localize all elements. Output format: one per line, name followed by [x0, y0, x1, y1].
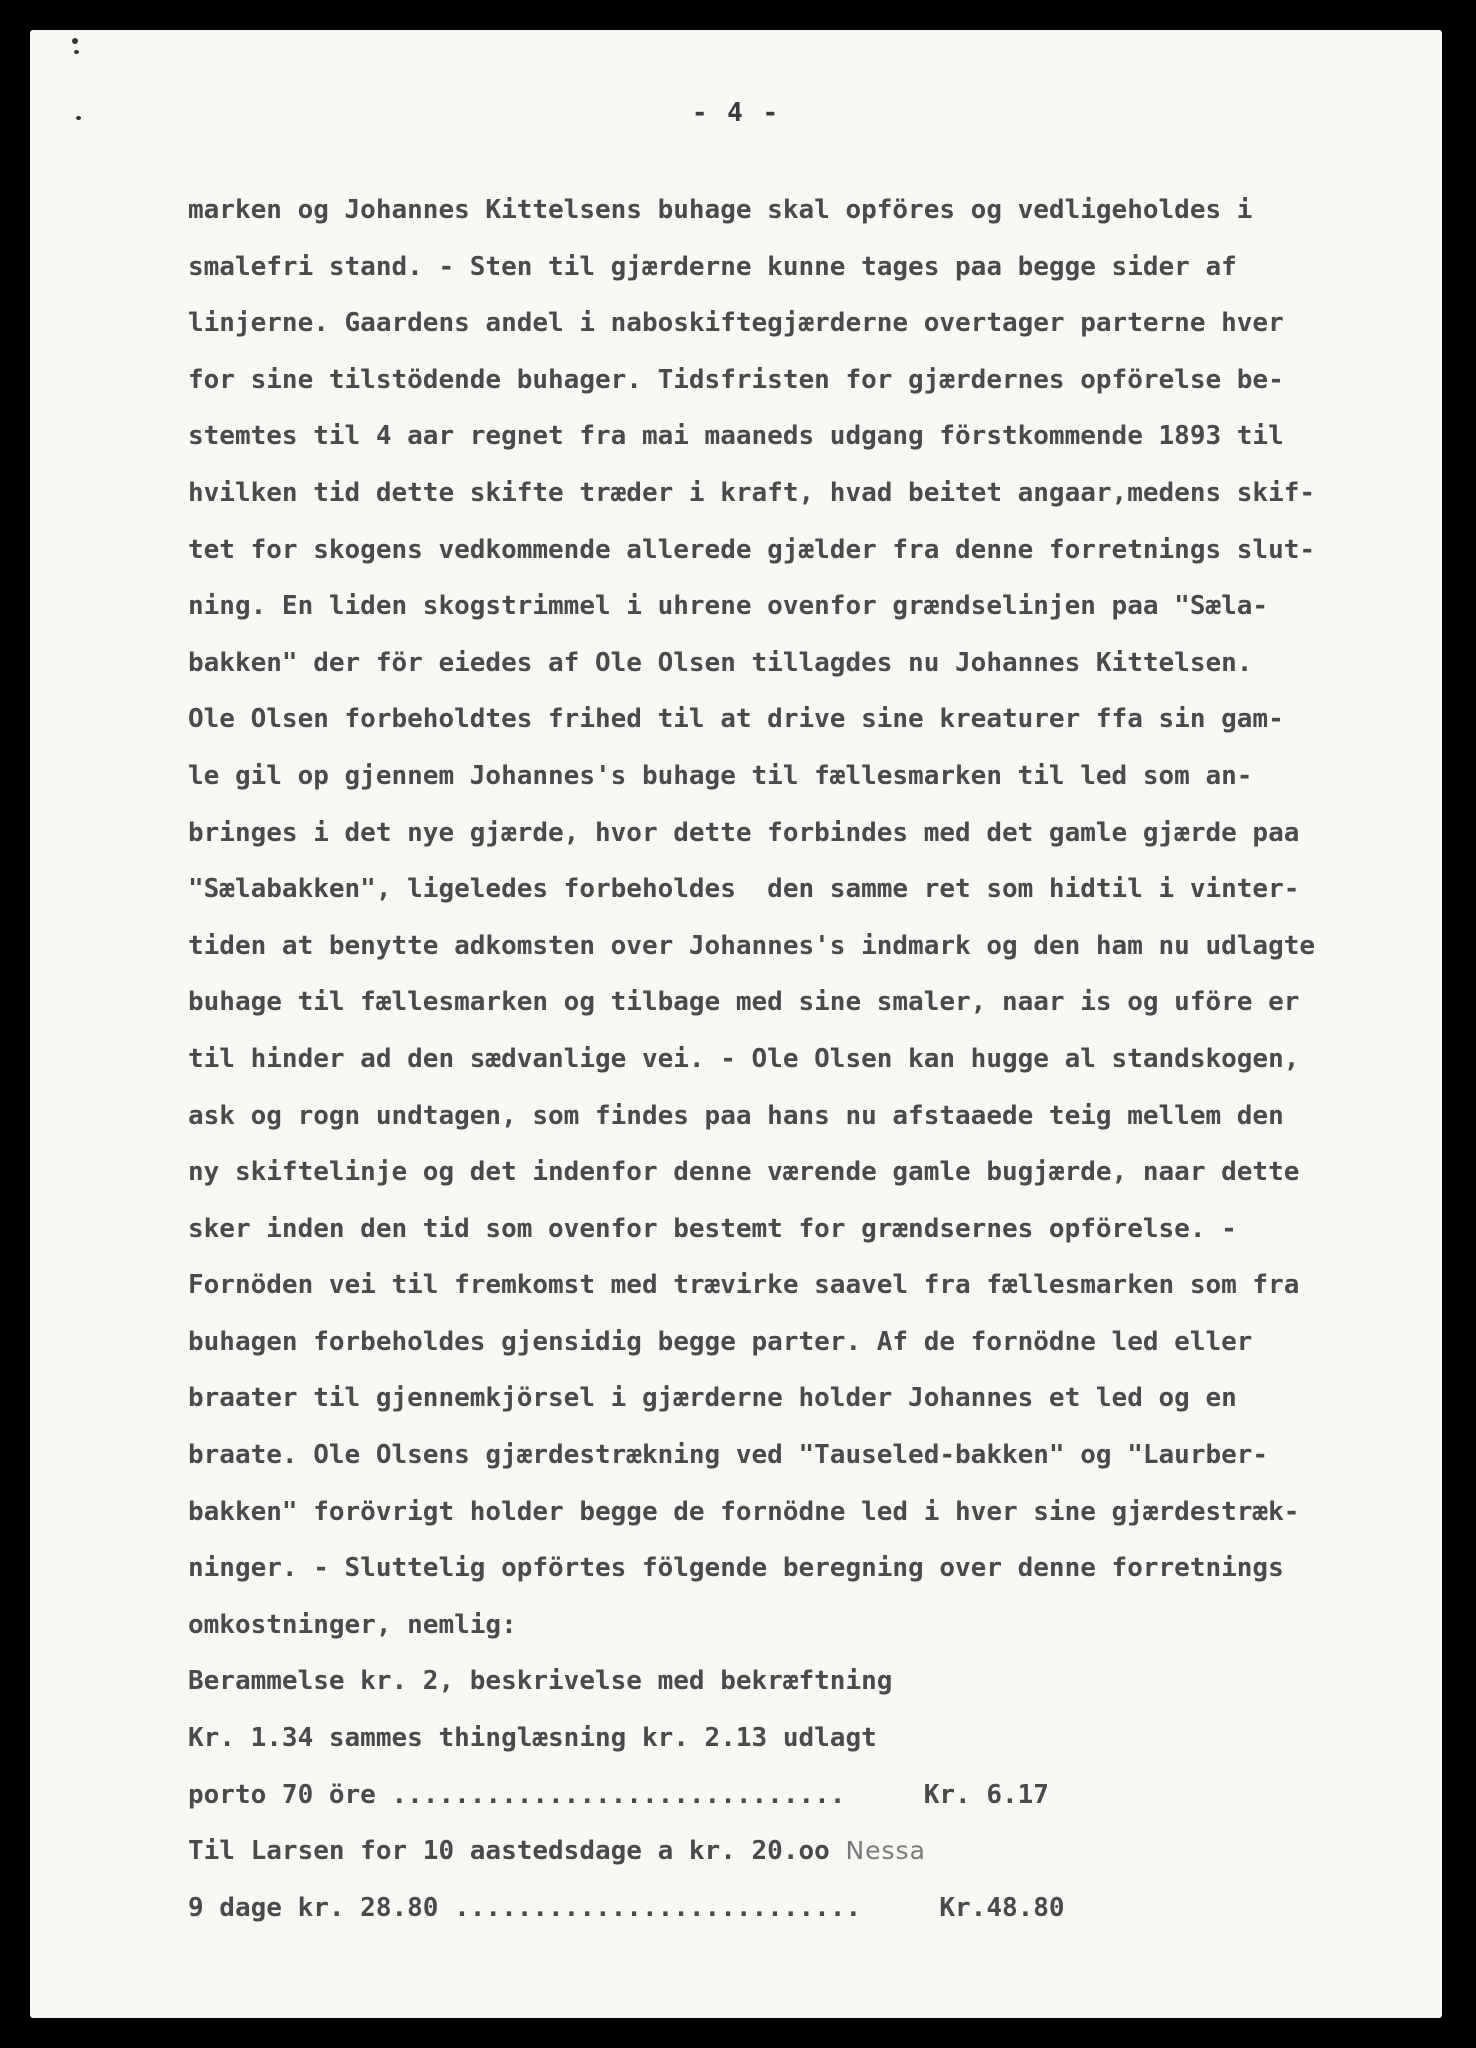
text-line: tet for skogens vedkommende allerede gjælder fra denne forretnings slut-: [188, 534, 1316, 565]
text-line: sker inden den tid som ovenfor bestemt for grændsernes opförelse. -: [188, 1213, 1237, 1244]
document-page: [30, 30, 1442, 2018]
punch-mark: [74, 50, 79, 54]
text-line: bringes i det nye gjærde, hvor dette forbindes med det gamle gjærde paa: [188, 817, 1300, 848]
text-line: ny skiftelinje og det indenfor denne værende gamle bugjærde, naar dette: [188, 1157, 1300, 1188]
text-line: ning. En liden skogstrimmel i uhrene ovenfor grændselinjen paa "Sæla-: [188, 591, 1269, 622]
text-line: buhagen forbeholdes gjensidig begge parter. Af de fornödne led eller: [188, 1326, 1253, 1357]
text-line: ask og rogn undtagen, som findes paa hans nu afstaaede teig mellem den: [188, 1100, 1284, 1131]
text-line: Kr. 1.34 sammes thinglæsning kr. 2.13 udlagt: [188, 1723, 877, 1754]
text-line: marken og Johannes Kittelsens buhage skal opföres og vedligeholdes i: [188, 195, 1253, 225]
text-line: for sine tilstödende buhager. Tidsfristen for gjærdernes opförelse be-: [188, 364, 1284, 395]
text-line: smalefri stand. - Sten til gjærderne kunne tages paa begge sider af: [188, 251, 1237, 282]
text-line: bakken" der för eiedes af Ole Olsen tillagdes nu Johannes Kittelsen.: [188, 647, 1253, 678]
text-line-last: 9 dage kr. 28.80 .......................... Kr.48.80: [188, 1892, 1065, 1923]
text-line: "Sælabakken", ligeledes forbeholdes den samme ret som hidtil i vinter-: [188, 874, 1300, 905]
larsen-text: Til Larsen for 10 aastedsdage a kr. 20.oo: [188, 1836, 830, 1867]
text-line: buhage til fællesmarken og tilbage med sine smaler, naar is og uföre er: [188, 987, 1300, 1018]
text-line: ninger. - Sluttelig opförtes fölgende beregning over denne forretnings: [188, 1553, 1284, 1584]
text-line: braater til gjennemkjörsel i gjærderne holder Johannes et led og en: [188, 1383, 1237, 1414]
text-line-larsen: [188, 1823, 1408, 1880]
text-line: stemtes til 4 aar regnet fra mai maaneds udgang förstkommende 1893 til: [188, 421, 1284, 452]
text-line: hvilken tid dette skifte træder i kraft, hvad beitet angaar,medens skif-: [188, 477, 1316, 508]
punch-mark: [72, 38, 78, 44]
text-line: til hinder ad den sædvanlige vei. - Ole Olsen kan hugge al standskogen,: [188, 1043, 1300, 1074]
text-line: Fornöden vei til fremkomst med trævirke saavel fra fællesmarken som fra: [188, 1270, 1300, 1301]
text-line: le gil op gjennem Johannes's buhage til fællesmarken til led som an-: [188, 760, 1253, 791]
text-line: bakken" forövrigt holder begge de fornödne led i hver sine gjærdestræk-: [188, 1496, 1300, 1527]
text-line: porto 70 öre ............................. Kr. 6.17: [188, 1779, 1049, 1810]
handwritten-annotation: Nessa: [845, 1836, 926, 1866]
text-line: Berammelse kr. 2, beskrivelse med bekræftning: [188, 1666, 893, 1697]
document-body: [188, 182, 1408, 1936]
page-number: - 4 -: [691, 98, 781, 128]
text-line: braate. Ole Olsens gjærdestrækning ved "Tauseled-bakken" og "Laurber-: [188, 1440, 1269, 1471]
text-line: omkostninger, nemlig:: [188, 1609, 517, 1640]
text-line: tiden at benytte adkomsten over Johannes's indmark og den ham nu udlagte: [188, 930, 1316, 961]
text-line: Ole Olsen forbeholdtes frihed til at drive sine kreaturer ffa sin gam-: [188, 704, 1284, 735]
text-line: linjerne. Gaardens andel i naboskiftegjærderne overtager parterne hver: [188, 308, 1284, 339]
